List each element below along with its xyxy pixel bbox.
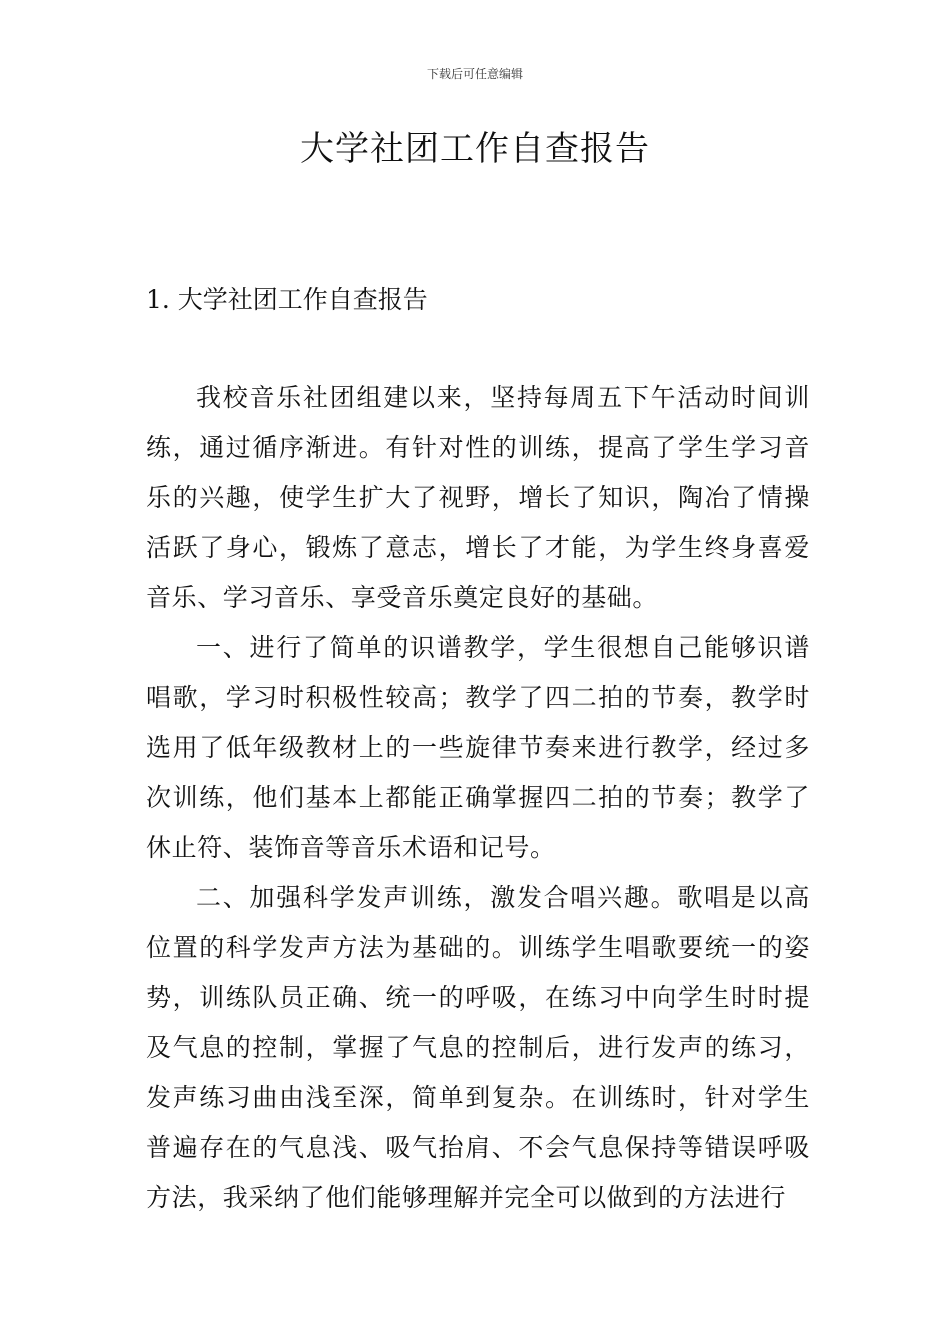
section-heading: 1. 大学社团工作自查报告 <box>146 285 428 314</box>
body-paragraph-intro: 我校音乐社团组建以来，坚持每周五下午活动时间训练，通过循序渐进。有针对性的训练，提高了学生学习音乐的兴趣，使学生扩大了视野，增长了知识，陶冶了情操活跃了身心，锻炼了意志，增长了才能，为学生终身喜爱音乐、学习音乐、享受音乐奠定良好的基础。 <box>146 383 810 612</box>
document-title: 大学社团工作自查报告 <box>300 129 650 169</box>
body-paragraph-vocal-training: 二、加强科学发声训练，激发合唱兴趣。歌唱是以高位置的科学发声方法为基础的。训练学生唱歌要统一的姿势，训练队员正确、统一的呼吸，在练习中向学生时时提及气息的控制，掌握了气息的控制后，进行发声的练习，发声练习曲由浅至深，简单到复杂。在训练时，针对学生普遍存在的气息浅、吸气抬肩、不会气息保持等错误呼吸方法，我采纳了他们能够理解并完全可以做到的方法进行 <box>146 883 810 1212</box>
page-header-note: 下载后可任意编辑 <box>426 67 523 81</box>
document-body <box>146 373 810 1223</box>
body-paragraph-sight-reading: 一、进行了简单的识谱教学，学生很想自己能够识谱唱歌，学习时积极性较高；教学了四二拍的节奏，教学时选用了低年级教材上的一些旋律节奏来进行教学，经过多次训练，他们基本上都能正确掌握四二拍的节奏；教学了休止符、装饰音等音乐术语和记号。 <box>146 633 810 862</box>
